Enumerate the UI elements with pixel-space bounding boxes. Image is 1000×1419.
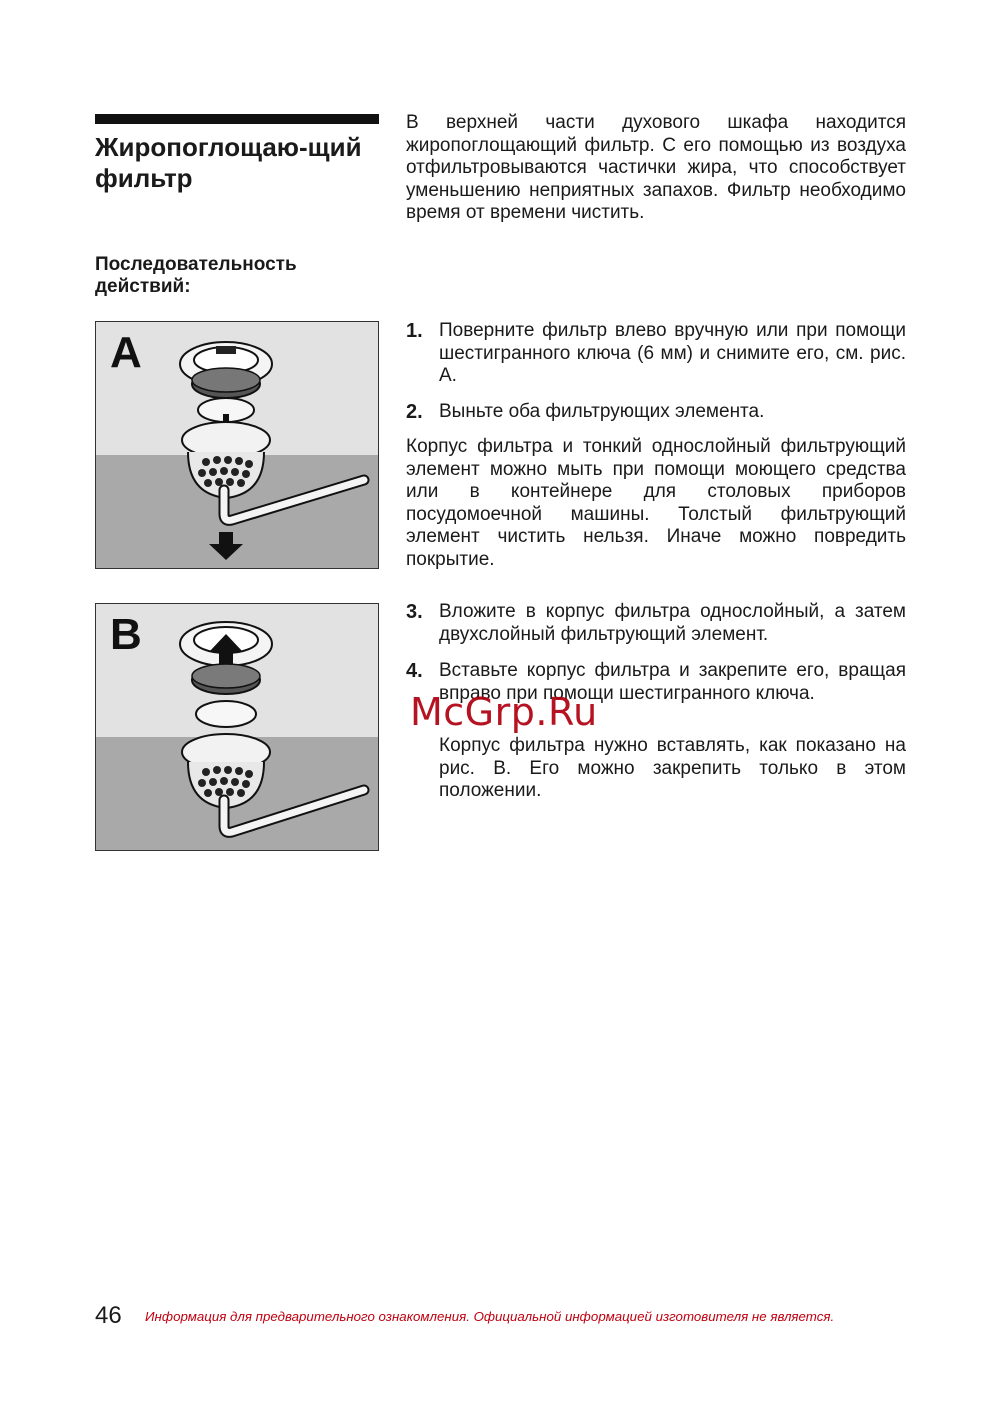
figure-label: A [110,328,142,377]
heading-rule [95,114,379,124]
cleaning-note: Корпус фильтра и тонкий однослойный фильтрующий элемент можно мыть при помощи моющего средства или в контейнере для столовых приборов посудомоечной машины. Толстый фильтрующий элемент чистить нельзя. Иначе можно повредить покрытие. [406,436,906,570]
step-text: Вставьте корпус фильтра и закрепите его, вращая вправо при помощи шестигранного ключа. [439,660,906,704]
section-title: Жиропоглощаю-щий фильтр [95,132,362,193]
step-number: 3. [406,601,423,623]
step-text: Поверните фильтр влево вручную или при помощи шестигранного ключа (6 мм) и снимите его, см. рис. A. [439,320,906,386]
insertion-note: Корпус фильтра нужно вставлять, как показано на рис. B. Его можно закрепить только в этом положении. [439,735,906,801]
step-1 [406,320,906,388]
step-text: Выньте оба фильтрующих элемента. [439,401,765,422]
step-number: 1. [406,320,423,342]
step-number: 4. [406,660,423,682]
figure-label: B [110,610,142,659]
page-number: 46 [95,1302,122,1329]
figure-b [95,603,379,851]
step-text: Вложите в корпус фильтра однослойный, а затем двухслойный фильтрующий элемент. [439,601,906,645]
watermark: McGrp.Ru [410,690,598,734]
figure-a [95,321,379,569]
footer-disclaimer: Информация для предварительного ознакомления. Официальной информацией изготовителя не является. [145,1309,835,1324]
step-2 [406,401,906,424]
procedure-heading: Последовательность действий: [95,254,297,297]
step-3 [406,601,906,646]
intro-paragraph: В верхней части духового шкафа находится жиропоглощающий фильтр. С его помощью из воздуха отфильтровываются частички жира, что способствует уменьшению неприятных запахов. Фильтр необходимо время от времени чистить. [406,112,906,223]
step-number: 2. [406,401,423,423]
